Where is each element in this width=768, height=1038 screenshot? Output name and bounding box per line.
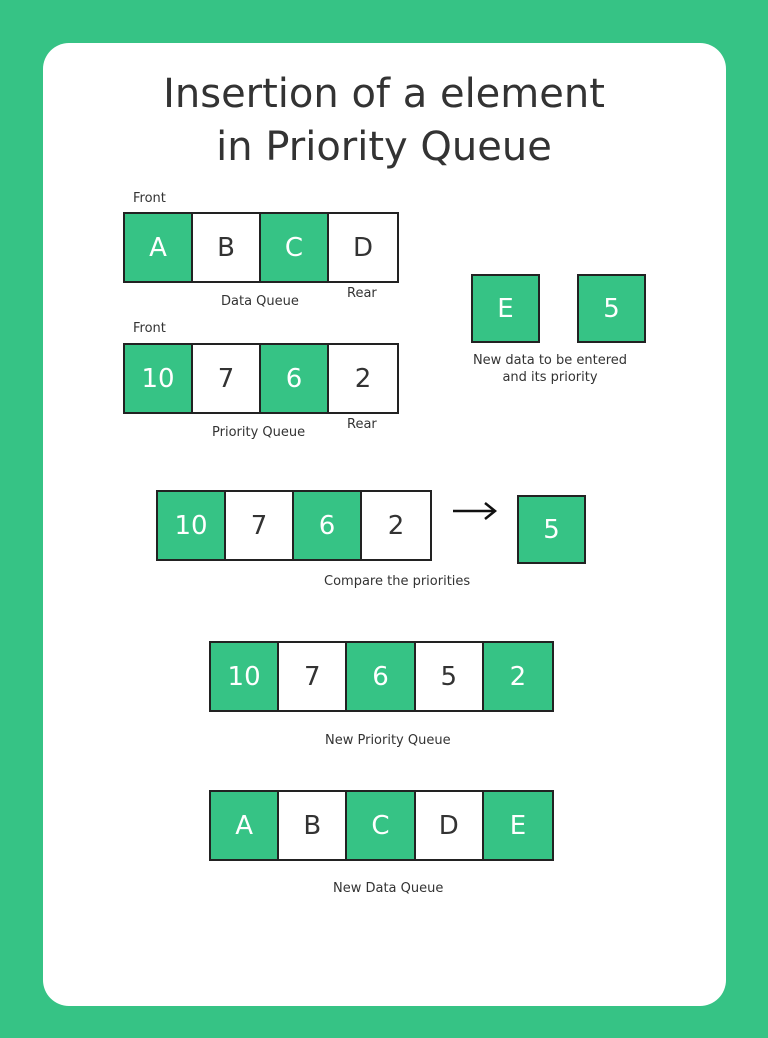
compare-queue (156, 490, 432, 561)
title-line-2: in Priority Queue (216, 124, 552, 170)
new-priority-queue-cell: 2 (484, 643, 552, 710)
new-data-queue-cell: A (211, 792, 279, 859)
new-priority-queue (209, 641, 554, 712)
arrow-right-icon (452, 500, 500, 522)
new-priority-box: 5 (577, 274, 646, 343)
data-queue-caption: Data Queue (221, 294, 299, 309)
new-data-box: E (471, 274, 540, 343)
data-queue-cell: B (193, 214, 261, 281)
title-line-1: Insertion of a element (163, 71, 605, 117)
new-data-queue-cell: E (484, 792, 552, 859)
new-priority-queue-caption: New Priority Queue (325, 733, 451, 748)
data-queue-rear-label: Rear (347, 286, 377, 301)
priority-queue-front-label: Front (133, 321, 166, 336)
new-priority-queue-cell: 10 (211, 643, 279, 710)
compare-queue-cell: 7 (226, 492, 294, 559)
data-queue-cell: D (329, 214, 397, 281)
priority-queue-cell: 6 (261, 345, 329, 412)
compare-queue-cell: 10 (158, 492, 226, 559)
new-priority-queue-cell: 6 (347, 643, 415, 710)
priority-queue-caption: Priority Queue (212, 425, 306, 440)
compare-queue-cell: 6 (294, 492, 362, 559)
new-data-queue-cell: C (347, 792, 415, 859)
priority-queue-cell: 2 (329, 345, 397, 412)
new-entry-caption-line-2: and its priority (502, 370, 598, 385)
new-data-queue-cell: B (279, 792, 347, 859)
new-data-queue-cell: D (416, 792, 484, 859)
page-title (0, 68, 768, 174)
priority-queue (123, 343, 399, 414)
compare-new-priority-box: 5 (517, 495, 586, 564)
new-data-queue-caption: New Data Queue (333, 881, 444, 896)
new-priority-queue-cell: 5 (416, 643, 484, 710)
data-queue-cell: C (261, 214, 329, 281)
new-data-queue (209, 790, 554, 861)
priority-queue-rear-label: Rear (347, 417, 377, 432)
new-entry-caption-line-1: New data to be entered (472, 353, 628, 368)
priority-queue-cell: 10 (125, 345, 193, 412)
compare-queue-cell: 2 (362, 492, 430, 559)
data-queue-cell: A (125, 214, 193, 281)
priority-queue-cell: 7 (193, 345, 261, 412)
compare-caption: Compare the priorities (324, 574, 471, 589)
data-queue (123, 212, 399, 283)
data-queue-front-label: Front (133, 191, 166, 206)
new-priority-queue-cell: 7 (279, 643, 347, 710)
